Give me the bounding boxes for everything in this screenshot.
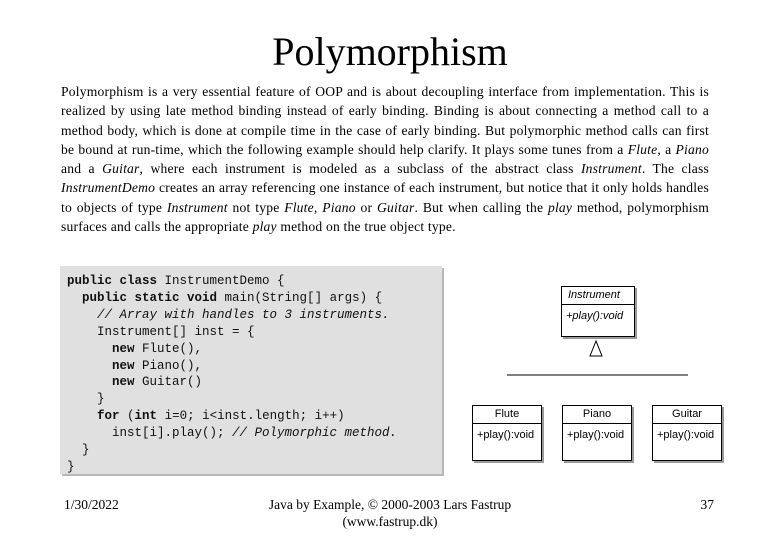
code-token: i=0; i<inst.length; i++) bbox=[157, 409, 345, 424]
footer-credit-line1: Java by Example, © 2000-2003 Lars Fastrup bbox=[268, 497, 512, 512]
paragraph-text: . The class bbox=[641, 161, 709, 177]
code-keyword: new bbox=[112, 358, 135, 373]
code-token: inst[i].play(); bbox=[67, 426, 233, 441]
code-keyword: new bbox=[112, 375, 135, 390]
paragraph-text: or bbox=[355, 199, 377, 215]
paragraph-italic-term: Flute bbox=[284, 199, 314, 215]
code-keyword: for bbox=[97, 409, 120, 424]
uml-class-flute bbox=[472, 405, 542, 461]
code-keyword: public class bbox=[67, 274, 158, 288]
paragraph-text: , bbox=[313, 199, 323, 215]
generalization-triangle-icon bbox=[590, 341, 602, 356]
uml-class-name: Piano bbox=[563, 406, 631, 424]
paragraph-italic-term: Guitar bbox=[377, 199, 415, 215]
uml-class-name: Instrument bbox=[562, 287, 634, 305]
paragraph-italic-term: Instrument bbox=[166, 199, 228, 215]
code-token: main(String[] args) { bbox=[217, 290, 383, 305]
paragraph-italic-term: Piano bbox=[675, 141, 709, 157]
code-keyword: int bbox=[134, 409, 158, 424]
uml-class-guitar bbox=[652, 405, 722, 461]
code-keyword: new bbox=[112, 341, 135, 356]
paragraph-italic-term: InstrumentDemo bbox=[61, 180, 156, 196]
footer-date: 1/30/2022 bbox=[64, 497, 119, 512]
footer-page-number: 37 bbox=[700, 497, 714, 512]
uml-class-operation: +play():void bbox=[566, 310, 624, 322]
paragraph-text: . But when calling the bbox=[414, 199, 548, 215]
paragraph-italic-term: Flute bbox=[627, 141, 658, 157]
paragraph-text: Polymorphism is a very essential feature of OOP and is about decoupling interface from implementation. This is realized by using late method binding instead of early binding. Binding is about connecting a method call to a method body, which is done at compile time in the case of early binding. But polymorphic method calls can first be bound at run-time, which the following example should help clarify. It plays some tunes from a bbox=[61, 84, 709, 157]
paragraph-italic-term: Piano bbox=[322, 199, 356, 215]
uml-class-operation: +play():void bbox=[477, 429, 535, 441]
uml-class-name: Flute bbox=[473, 406, 541, 424]
code-comment: // Polymorphic method. bbox=[232, 426, 398, 441]
paragraph-text: , a bbox=[657, 141, 676, 157]
paragraph-italic-term: Instrument bbox=[580, 161, 642, 177]
code-token: } bbox=[67, 459, 75, 474]
paragraph-italic-term: Guitar bbox=[102, 161, 140, 177]
uml-class-piano bbox=[562, 405, 632, 461]
code-comment: // Array with handles to 3 instruments. bbox=[97, 307, 390, 322]
footer-credit-line2: (www.fastrup.dk) bbox=[342, 514, 438, 529]
paragraph-text: method on the true object type. bbox=[276, 219, 456, 235]
code-keyword: public static void bbox=[82, 290, 218, 305]
code-token: Piano(), bbox=[134, 358, 203, 373]
slide-title: Polymorphism bbox=[272, 29, 508, 74]
paragraph-text: not type bbox=[227, 199, 285, 215]
paragraph-italic-term: play bbox=[547, 199, 573, 215]
paragraph-text: creates an array referencing one instance of each instrument, but notice that it only holds handles to objects of type bbox=[61, 180, 709, 215]
footer-credit bbox=[230, 496, 550, 530]
paragraph-text: , where each instrument is modeled as a subclass of the abstract class bbox=[139, 161, 581, 177]
code-token: Guitar() bbox=[134, 375, 203, 390]
code-token: InstrumentDemo { bbox=[157, 274, 285, 288]
code-token: Flute(), bbox=[134, 341, 203, 356]
code-token: } bbox=[67, 443, 90, 458]
code-token: ( bbox=[119, 409, 135, 424]
code-token: } bbox=[67, 392, 105, 407]
paragraph-text: and a bbox=[61, 161, 103, 177]
uml-class-operation: +play():void bbox=[657, 429, 715, 441]
code-token: Instrument[] inst = { bbox=[67, 324, 255, 339]
paragraph-text: method, polymorphism surfaces and calls the appropriate bbox=[61, 199, 709, 235]
uml-class-name: Guitar bbox=[653, 406, 721, 424]
paragraph-italic-term: play bbox=[252, 219, 277, 235]
uml-class-operation: +play():void bbox=[567, 429, 625, 441]
